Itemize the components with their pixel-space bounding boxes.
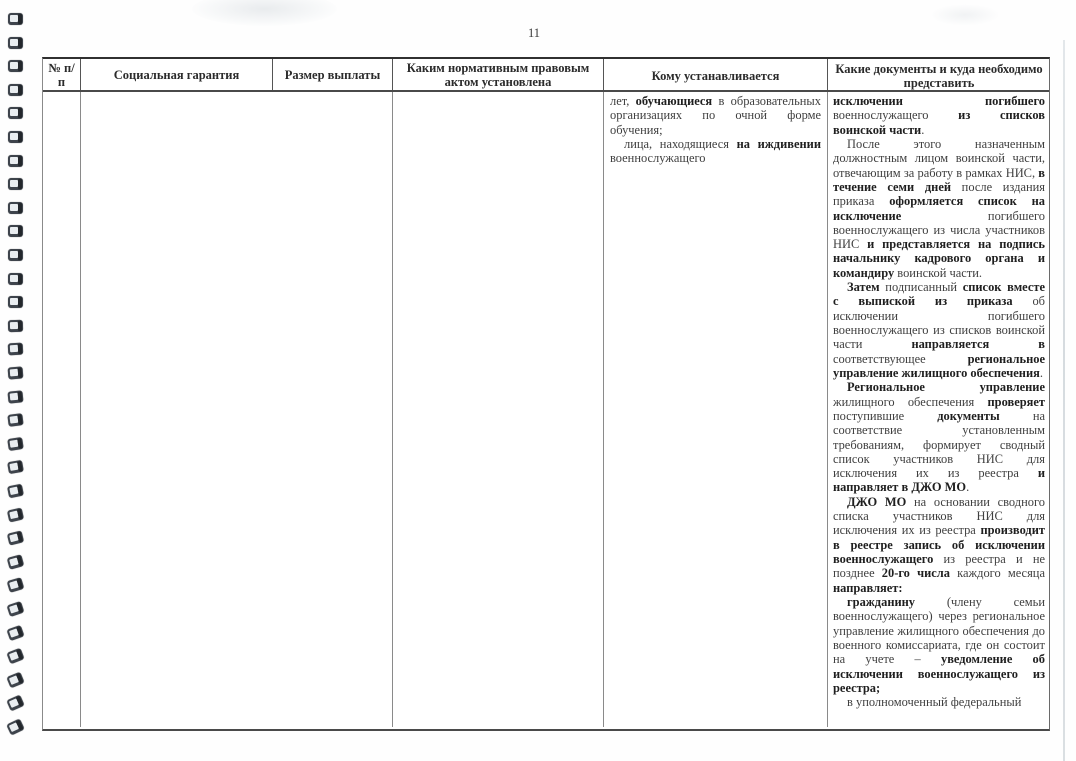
binding-ring <box>7 601 25 617</box>
cell-payment-amount <box>273 92 393 727</box>
binding-ring <box>8 202 23 214</box>
binding-ring <box>8 343 24 356</box>
binding-ring <box>8 37 23 49</box>
paragraph: гражданину (члену семьи военнослужащего) через региональное управление жилищного обеспечения до военного комиссариата, где он состоит на учете – уведомление об исключении военнослужащего из реестра; <box>833 594 1045 695</box>
page-edge-shadow <box>1063 40 1065 761</box>
binding-ring <box>7 484 24 499</box>
paragraph: Региональное управление жилищного обеспечения проверяет поступившие документы на соответствие установленным требованиям, формирует сводный список участников НИС для исключения их из реестра и направляет в ДЖО МО. <box>833 380 1045 495</box>
binding-ring <box>8 225 23 237</box>
binding-ring <box>8 296 23 308</box>
binding-ring <box>8 249 23 261</box>
paragraph: ДЖО МО на основании сводного списка участников НИС для исключения их из реестра производит в реестре запись об исключении военнослужащего из реестра и не позднее 20-го числа каждого месяца направляет: <box>833 494 1045 595</box>
binding-ring <box>8 155 23 167</box>
cell-documents <box>828 92 1049 727</box>
paragraph: в уполномоченный федеральный <box>847 695 1022 710</box>
binding-ring <box>8 320 23 332</box>
binding-ring <box>6 648 24 665</box>
paragraph: лет, обучающиеся в образовательных организациях по очной форме обучения; <box>610 94 821 137</box>
scan-smudge <box>930 4 1000 26</box>
cell-num <box>43 92 81 727</box>
cell-recipients <box>604 92 828 727</box>
binding-ring <box>8 60 23 72</box>
cell-social-guarantee <box>81 92 273 727</box>
column-header-payment-amount: Размер выплаты <box>273 59 393 90</box>
binding-ring <box>7 390 23 403</box>
binding-ring <box>7 531 24 546</box>
binding-ring <box>7 507 24 522</box>
binding-ring <box>7 413 23 427</box>
binding-strip <box>0 0 30 761</box>
page-number: 11 <box>527 26 541 40</box>
binding-ring <box>8 273 23 285</box>
binding-ring <box>8 366 24 379</box>
paragraph: Затем подписанный список вместе с выпиской из приказа об исключении погибшего военнослужащего из списков воинской части направляется в соответствующее региональное управление жилищного обеспечения. <box>833 280 1046 380</box>
scan-smudge <box>192 0 337 26</box>
binding-ring <box>7 460 24 474</box>
binding-ring <box>7 577 25 593</box>
paragraph: лица, находящиеся на иждивении военнослужащего <box>610 136 821 166</box>
binding-ring <box>8 131 23 143</box>
paragraph: После этого назначенным должностным лицом воинской части, отвечающим за работу в рамках НИС, в течение семи дней после издания приказа оформляется список на исключение погибшего военнослужащего из числа участников НИС и представляется на подпись начальнику кадрового органа и командиру воинской части. <box>833 136 1046 280</box>
column-header-num: № п/п <box>43 59 81 90</box>
column-header-social-guarantee: Социальная гарантия <box>81 59 273 90</box>
binding-ring <box>8 178 23 190</box>
binding-ring <box>6 695 25 712</box>
social-guarantees-table <box>42 57 1050 731</box>
paragraph: исключении погибшего военнослужащего из списков воинской части. <box>833 94 1045 137</box>
binding-ring <box>6 718 25 735</box>
table-header-row <box>43 59 1049 92</box>
binding-ring <box>7 437 24 451</box>
binding-ring <box>8 107 23 119</box>
column-header-recipients: Кому устанавливается <box>604 59 828 90</box>
binding-ring <box>6 671 24 688</box>
binding-ring <box>8 84 23 96</box>
column-header-documents: Какие документы и куда необходимо представить <box>835 61 1043 90</box>
cell-legal-act <box>393 92 604 727</box>
column-header-legal-act: Каким нормативным правовым актом установлена <box>393 59 604 90</box>
binding-ring <box>6 624 24 640</box>
binding-ring <box>7 554 25 570</box>
table-row <box>43 92 1049 727</box>
binding-ring <box>8 13 23 25</box>
